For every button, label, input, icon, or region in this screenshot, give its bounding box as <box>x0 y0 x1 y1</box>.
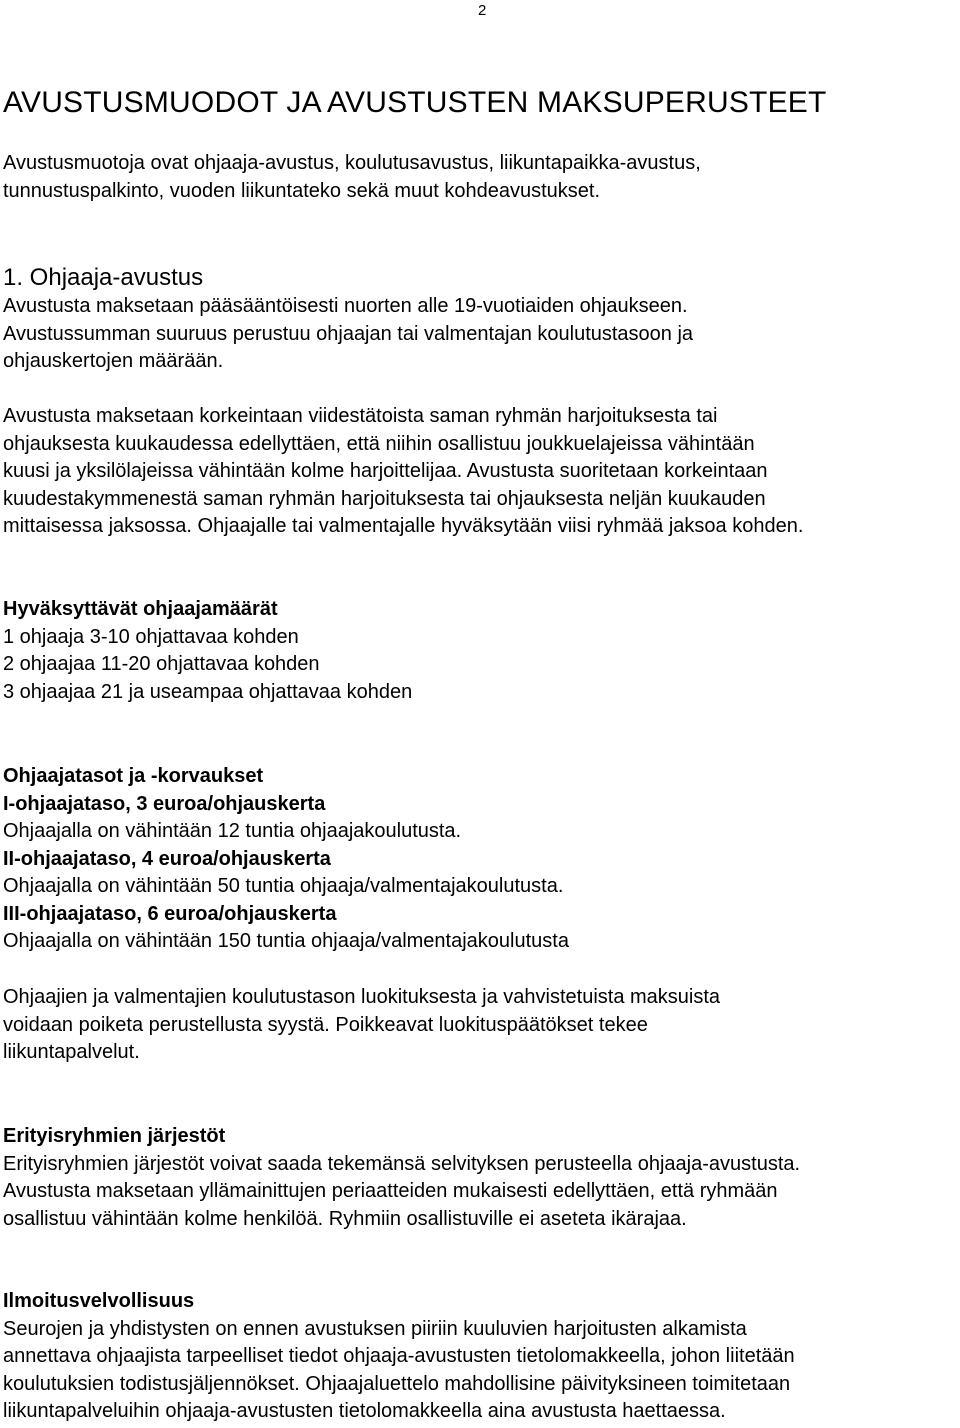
level-text: Ohjaajalla on vähintään 12 tuntia ohjaajakoulutusta. <box>3 820 462 842</box>
approved-count-line: 2 ohjaajaa 11-20 ohjattavaa kohden <box>3 653 320 675</box>
special-groups-line: Avustusta maksetaan yllämainittujen periaatteiden mukaisesti edellyttäen, että ryhmään <box>3 1180 778 1202</box>
special-groups-section <box>3 1123 958 1233</box>
intro-line: tunnustuspalkinto, vuoden liikuntateko sekä muut kohdeavustukset. <box>3 179 601 202</box>
reporting-line: annettava ohjaajista tarpeelliset tiedot ohjaaja-avustusten tietolomakkeella, johon liitetään <box>3 1345 795 1367</box>
special-groups-line: Erityisryhmien järjestöt voivat saada tekemänsä selvityksen perusteella ohjaaja-avustusta. <box>3 1152 801 1175</box>
note-line: liikuntapalvelut. <box>3 1041 140 1063</box>
paragraph-line: Avustussumman suuruus perustuu ohjaajan tai valmentajan koulutustasoon ja <box>3 322 694 345</box>
paragraph-line: mittaisessa jaksossa. Ohjaajalle tai valmentajalle hyväksytään viisi ryhmää jaksoa kohden. <box>3 515 804 537</box>
special-groups-heading: Erityisryhmien järjestöt <box>3 1125 226 1147</box>
paragraph-line: Avustusta maksetaan pääsääntöisesti nuorten alle 19-vuotiaiden ohjaukseen. <box>3 295 688 317</box>
approved-count-line: 3 ohjaajaa 21 ja useampaa ohjattavaa kohden <box>3 680 413 703</box>
reporting-line: liikuntapalveluihin ohjaaja-avustusten tietolomakkeella aina avustusta haettaessa. <box>3 1400 726 1422</box>
reporting-line: koulutuksien todistusjäljennökset. Ohjaajaluettelo mahdollisine päivityksineen toimitetaan <box>3 1372 791 1395</box>
level-title: I-ohjaajataso, 3 euroa/ohjauskerta <box>3 792 326 815</box>
approved-count-line: 1 ohjaaja 3-10 ohjattavaa kohden <box>3 625 299 648</box>
page-number: 2 <box>478 2 487 19</box>
section1-paragraph-1 <box>3 293 958 376</box>
reporting-heading: Ilmoitusvelvollisuus <box>3 1290 195 1312</box>
paragraph-line: kuudestakymmenestä saman ryhmän harjoituksesta tai ohjauksesta neljän kuukauden <box>3 487 766 510</box>
section1-paragraph-2 <box>3 403 958 541</box>
level-title: II-ohjaajataso, 4 euroa/ohjauskerta <box>3 847 331 870</box>
section-heading-ohjaaja-avustus: 1. Ohjaaja-avustus <box>3 264 204 291</box>
levels-note <box>3 984 958 1067</box>
levels-heading: Ohjaajatasot ja -korvaukset <box>3 765 264 787</box>
reporting-line: Seurojen ja yhdistysten on ennen avustuksen piiriin kuuluvien harjoitusten alkamista <box>3 1317 747 1340</box>
level-title: III-ohjaajataso, 6 euroa/ohjauskerta <box>3 902 337 925</box>
paragraph-line: ohjauskertojen määrään. <box>3 350 224 372</box>
level-text: Ohjaajalla on vähintään 150 tuntia ohjaaja/valmentajakoulutusta <box>3 930 569 952</box>
approved-counts-heading: Hyväksyttävät ohjaajamäärät <box>3 598 278 620</box>
paragraph-line: kuusi ja yksilölajeissa vähintään kolme harjoittelijaa. Avustusta suoritetaan korkeintaan <box>3 460 768 482</box>
levels-section <box>3 763 958 956</box>
note-line: voidaan poiketa perustellusta syystä. Poikkeavat luokituspäätökset tekee <box>3 1013 648 1036</box>
note-line: Ohjaajien ja valmentajien koulutustason luokituksesta ja vahvistetuista maksuista <box>3 986 721 1008</box>
approved-counts-section <box>3 596 958 706</box>
reporting-section <box>3 1288 958 1426</box>
paragraph-line: ohjauksesta kuukaudessa edellyttäen, että niihin osallistuu joukkuelajeissa vähintään <box>3 432 755 455</box>
paragraph-line: Avustusta maksetaan korkeintaan viidestätoista saman ryhmän harjoituksesta tai <box>3 405 718 427</box>
level-text: Ohjaajalla on vähintään 50 tuntia ohjaaja/valmentajakoulutusta. <box>3 875 564 897</box>
page-title: AVUSTUSMUODOT JA AVUSTUSTEN MAKSUPERUSTEET <box>3 86 827 119</box>
intro-line: Avustusmuotoja ovat ohjaaja-avustus, koulutusavustus, liikuntapaikka-avustus, <box>3 152 701 174</box>
intro-paragraph <box>3 150 958 205</box>
special-groups-line: osallistuu vähintään kolme henkilöä. Ryhmiin osallistuville ei aseteta ikärajaa. <box>3 1207 687 1230</box>
